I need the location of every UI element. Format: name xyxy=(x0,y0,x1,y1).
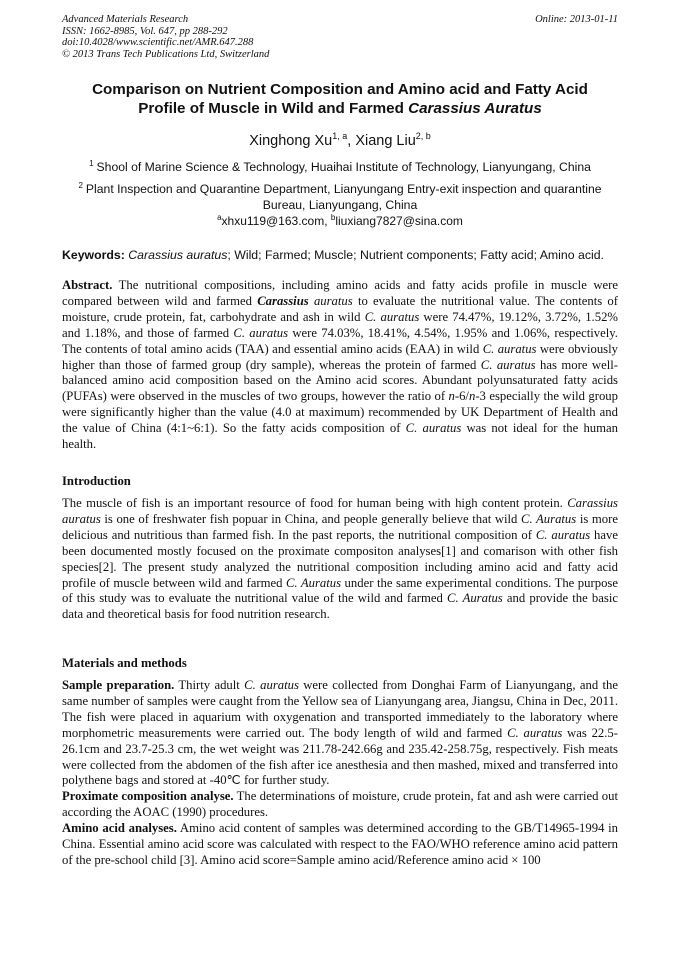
species-genus: Carassius xyxy=(257,293,309,308)
sample-preparation-paragraph xyxy=(62,678,618,789)
abstract-text: were obviously higher than those of farmed group (dry sample), whereas the protein of farmed xyxy=(62,341,618,372)
species-name: C. auratus xyxy=(244,678,299,692)
abstract-text: -6/ xyxy=(454,389,469,404)
methods-heading: Materials and methods xyxy=(62,656,187,670)
doi-line: doi:10.4028/www.scientific.net/AMR.647.288 xyxy=(62,37,254,49)
affiliation-1-text: Shool of Marine Science & Technology, Huaihai Institute of Technology, Lianyungang, China xyxy=(96,160,591,174)
species-name xyxy=(257,294,308,308)
abstract-label: Abstract. xyxy=(62,278,113,292)
amino-acid-paragraph xyxy=(62,821,618,869)
intro-text: have been documented mostly focused on the proximate compositon analyses[1] and comarison with other fish species[2]. The present study analyzed the nutritional composition including amino acid and fatty acid profile of muscle between wild and farmed xyxy=(62,527,618,590)
author-2: Xiang Liu xyxy=(355,133,416,149)
keywords-list: ; Wild; Farmed; Muscle; Nutrient components; Fatty acid; Amino acid. xyxy=(227,248,604,262)
species-name: C. Auratus xyxy=(521,511,577,526)
intro-text: is more delicious and nutritious than farmed fish. In the past reports, the nutritional composition of xyxy=(62,511,618,542)
keyword-species: Carassius auratus xyxy=(128,248,228,262)
species-name: C. auratus xyxy=(535,527,591,542)
species-name: Carassius auratus xyxy=(62,496,618,526)
methods-text: was 22.5-26.1cm and 23.7-25.3 cm, the wet weight was 211.78-242.66g and 235.42-258.75g, respectively. Fish meats were collected from the abdomen of the fish after ice anesthesia and then mashed, mixed and transferred into polythene bags and stored at -40℃ for further study. xyxy=(62,725,618,788)
species-name: C. auratus xyxy=(480,357,536,372)
affiliation-1-number: 1 xyxy=(89,159,94,168)
species-name: C. Auratus xyxy=(285,575,342,590)
online-date: Online: 2013-01-11 xyxy=(535,14,618,25)
intro-text: under the same experimental conditions. The purpose of this study was to evaluate the nutritional value of the wild and farmed xyxy=(62,575,618,606)
affiliation-2-line-1 xyxy=(62,178,618,198)
proximate-composition-label: Proximate composition analyse. xyxy=(62,789,234,804)
author-2-sup: 2, b xyxy=(415,131,431,141)
email-b-sup: b xyxy=(330,213,336,222)
paper-title xyxy=(62,80,618,118)
copyright-line: © 2013 Trans Tech Publications Ltd, Switzerland xyxy=(62,48,270,60)
sample-preparation-label: Sample preparation. xyxy=(62,678,175,692)
abstract-text: to evaluate the nutritional value. The contents of moisture, crude protein, fat, carbohydrate and ash in wild xyxy=(62,293,619,324)
introduction-paragraph xyxy=(62,496,618,623)
methods-section xyxy=(62,678,618,869)
title-line-2-text: Profile of Muscle in Wild and Farmed xyxy=(138,100,409,117)
author-list xyxy=(62,131,618,149)
proximate-composition-paragraph xyxy=(62,789,618,821)
email-b: liuxiang7827@sina.com xyxy=(335,214,463,228)
species-name: C. auratus xyxy=(482,341,537,356)
affiliation-1 xyxy=(62,156,618,176)
abstract-text: was not ideal for the human health. xyxy=(62,421,618,452)
ratio-variable: n xyxy=(448,389,455,404)
species-name: C. Auratus xyxy=(447,591,503,606)
affiliation-2-line-2: Bureau, Lianyungang, China xyxy=(262,197,418,212)
species-name: C. auratus xyxy=(364,309,420,324)
affiliation-2-text-1: Plant Inspection and Quarantine Department, Lianyungang Entry-exit inspection and quarantine xyxy=(85,182,602,196)
email-a: xhxu119@163.com, xyxy=(221,214,331,228)
affiliation-2 xyxy=(62,178,618,213)
keywords xyxy=(62,248,618,262)
journal-header xyxy=(62,14,618,60)
title-species: Carassius Auratus xyxy=(408,100,542,117)
species-name: C. auratus xyxy=(507,725,563,740)
species-name: C. auratus xyxy=(405,421,462,436)
methods-text: were collected from Donghai Farm of Lianyungang, and the same number of samples were caught from the Yellow sea of Lianyungang area, Jiangsu, China in Dec, 2011. The fish were placed in aquarium with oxygenation and transported immediately to the laboratory where morphometric measurements were carried out. The body length of wild and farmed xyxy=(62,678,618,740)
abstract-text: were 74.47%, 19.12%, 3.72%, 1.52% and 1.18%, and those of farmed xyxy=(62,309,618,340)
abstract-text: -3 especially the wild group were significantly higher than the value (4.0 at maximum) recommended by UK Department of Health and the value of China (4:1~6:1). So the fatty acids composition of xyxy=(62,389,618,436)
keywords-label: Keywords: xyxy=(62,248,129,262)
abstract-text: were 74.03%, 18.41%, 4.54%, 1.95% and 1.06%, respectively. The contents of total amino acids (TAA) and essential amino acids (EAA) in wild xyxy=(62,325,618,356)
abstract-text: has more well-balanced amino acid composition based on the Amino acid scores. Abundant polyunsaturated fatty acids (PUFAs) were observed in the muscles of two groups, however the ratio of xyxy=(62,357,618,404)
journal-name: Advanced Materials Research xyxy=(62,14,189,25)
species-epithet: auratus xyxy=(313,293,353,308)
species-name: C. auratus xyxy=(233,325,289,340)
methods-text: Amino acid content of samples was determined according to the GB/T14965-1994 in China. Essential amino acid score was calculated with respect to the FAO/WHO reference amino acid pattern of the pre-school child [3]. Amino acid score=Sample amino acid/Reference amino acid × 100 xyxy=(62,821,618,867)
abstract-text: The nutritional compositions, including amino acids and fatty acids profile in muscle were compared between wild and farmed xyxy=(62,278,618,308)
author-1-sup: 1, a xyxy=(332,131,348,141)
title-line-2 xyxy=(62,99,618,118)
author-emails xyxy=(62,213,618,228)
intro-text: is one of freshwater fish popuar in China, and people generally believe that wild xyxy=(100,511,522,526)
intro-text: The muscle of fish is an important resource of food for human being with high content protein. xyxy=(62,496,568,510)
affiliation-2-number: 2 xyxy=(78,181,83,190)
introduction-heading: Introduction xyxy=(62,474,131,488)
ratio-variable: n xyxy=(468,389,476,404)
author-1: Xinghong Xu xyxy=(249,133,333,149)
author-separator: , xyxy=(347,133,356,149)
intro-text: and provide the basic data and theoretical basis for food nutrition research. xyxy=(62,591,618,622)
methods-text: The determinations of moisture, crude protein, fat and ash were carried out according the AOAC (1990) procedures. xyxy=(62,789,618,820)
issn-line: ISSN: 1662-8985, Vol. 647, pp 288-292 xyxy=(62,25,228,37)
title-line-1: Comparison on Nutrient Composition and Amino acid and Fatty Acid xyxy=(92,81,588,98)
abstract xyxy=(62,278,618,453)
email-a-sup: a xyxy=(217,213,222,222)
amino-acid-label: Amino acid analyses. xyxy=(62,821,177,836)
methods-text: Thirty adult xyxy=(174,678,245,692)
